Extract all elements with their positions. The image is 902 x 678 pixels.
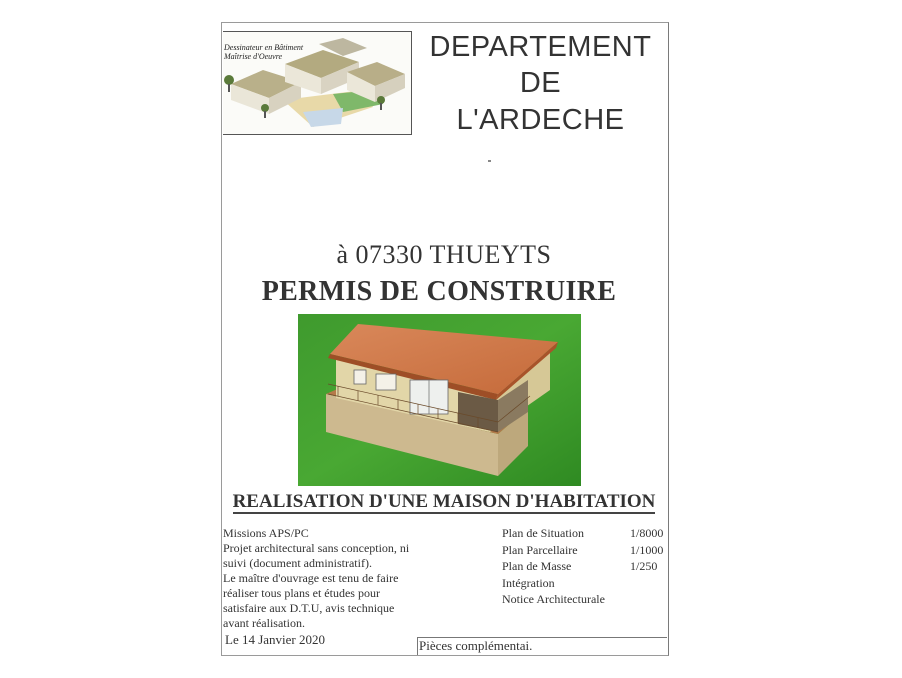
logo-line-2: Maîtrise d'Oeuvre: [224, 52, 283, 61]
plan-item: [502, 575, 662, 592]
permit-title: PERMIS DE CONSTRUIRE: [261, 276, 617, 307]
pieces-box-border-left: [417, 637, 418, 655]
plan-label: Plan de Situation: [502, 526, 584, 540]
location-heading: à 07330 THUEYTS: [336, 240, 552, 269]
stray-mark: [488, 160, 491, 162]
plan-item: [502, 558, 662, 575]
logo-text: [224, 43, 303, 61]
plan-scale: [630, 575, 662, 592]
department-line-2: DE: [519, 67, 562, 99]
house-render-illustration: [298, 314, 581, 486]
plan-label: Notice Architecturale: [502, 592, 605, 606]
project-description-text: REALISATION D'UNE MAISON D'HABITATION: [232, 491, 656, 512]
plan-scale: 1/250: [630, 559, 658, 573]
missions-line-1: Missions APS/PC: [223, 526, 309, 540]
missions-line-3: Le maître d'ouvrage est tenu de faire réaliser tous plans et études pour satisfaire aux D.T.U, avis technique avant réalisation.: [223, 571, 399, 630]
logo-line-1: Dessinateur en Bâtiment: [224, 43, 304, 52]
plan-scale: 1/1000: [630, 542, 664, 557]
plan-item: [502, 591, 662, 608]
project-description-title: [221, 491, 667, 513]
plans-list: [502, 525, 662, 608]
company-logo: [223, 31, 412, 135]
missions-line-2: Projet architectural sans conception, ni suivi (document administratif).: [223, 541, 410, 570]
plan-label: Plan de Masse: [502, 559, 572, 573]
department-heading: [423, 30, 658, 137]
department-line-1: DEPARTEMENT: [429, 31, 652, 63]
plan-label: Intégration: [502, 575, 555, 590]
house-render-image: [298, 314, 581, 486]
complementary-pieces-label: Pièces complémentai.: [419, 638, 533, 653]
document-date: Le 14 Janvier 2020: [225, 632, 326, 647]
plan-item: [502, 525, 662, 542]
plan-scale: 1/8000: [630, 526, 664, 540]
plan-scale: [630, 591, 662, 608]
plan-label: Plan Parcellaire: [502, 542, 578, 557]
department-line-3: L'ARDECHE: [456, 104, 625, 136]
plan-item: [502, 542, 662, 559]
missions-block: [223, 526, 413, 631]
